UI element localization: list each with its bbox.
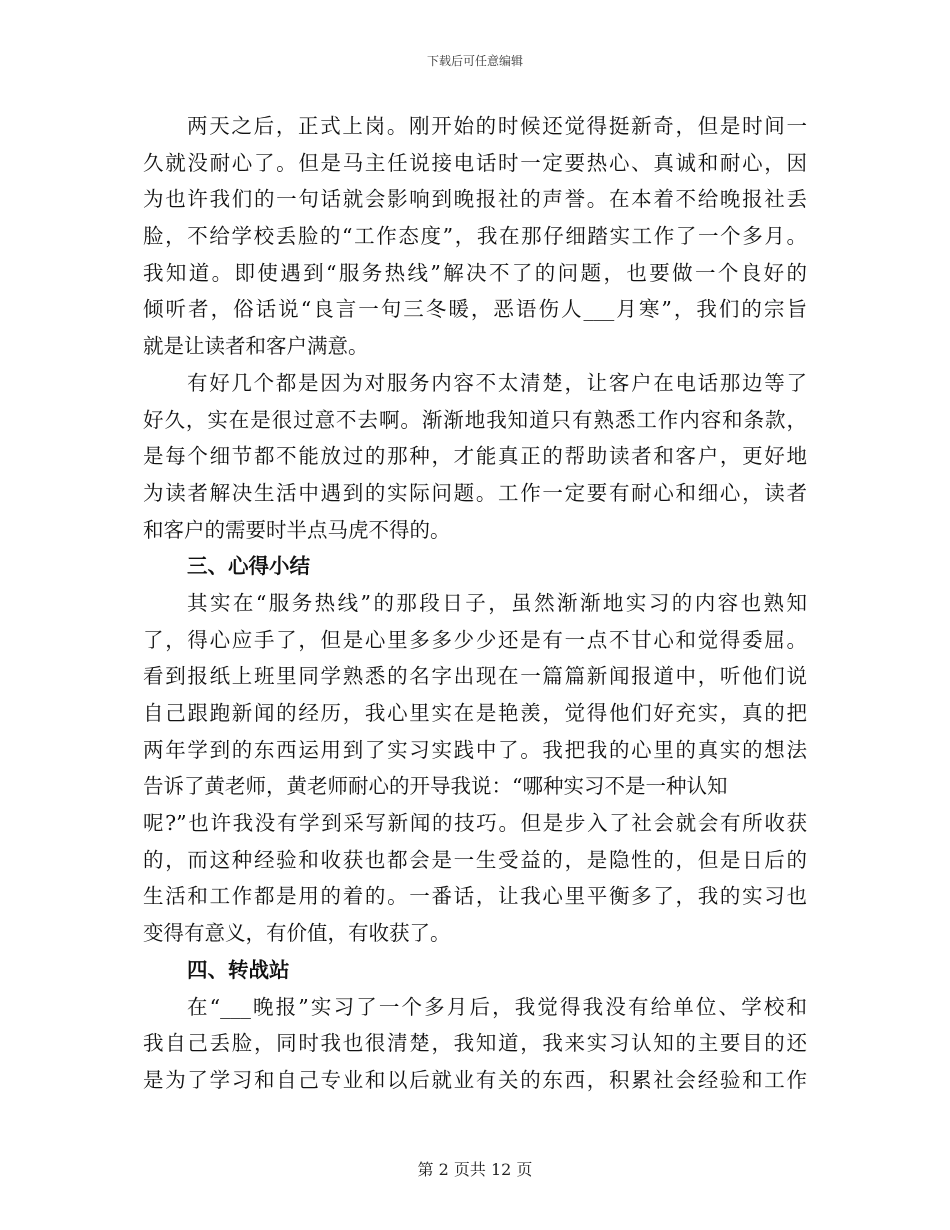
body-line: 久就没耐心了。但是马主任说接电话时一定要热心、真诚和耐心，因 — [143, 150, 807, 175]
body-line: 在“___晚报”实习了一个多月后，我觉得我没有给单位、学校和 — [187, 994, 807, 1019]
body-line: 倾听者，俗话说“良言一句三冬暖，恶语伤人___月寒”，我们的宗旨 — [143, 297, 807, 322]
body-line: 生活和工作都是用的着的。一番话，让我心里平衡多了，我的实习也 — [143, 884, 807, 909]
section-heading: 三、心得小结 — [187, 554, 310, 579]
body-line: 了，得心应手了，但是心里多多少少还是有一点不甘心和觉得委屈。 — [143, 627, 807, 652]
body-line: 两天之后，正式上岗。刚开始的时候还觉得挺新奇，但是时间一 — [187, 114, 807, 138]
body-line: 自己跟跑新闻的经历，我心里实在是艳羡，觉得他们好充实，真的把 — [143, 701, 807, 725]
body-line: 和客户的需要时半点马虎不得的。 — [143, 517, 451, 542]
body-line: 变得有意义，有价值，有收获了。 — [143, 921, 451, 946]
page-footer: 第 2 页共 12 页 — [417, 1160, 533, 1179]
body-line: 其实在“服务热线”的那段日子，虽然渐渐地实习的内容也熟知 — [187, 590, 807, 615]
body-line: 是每个细节都不能放过的那种，才能真正的帮助读者和客户，更好地 — [143, 444, 807, 469]
body-line: 好久，实在是很过意不去啊。渐渐地我知道只有熟悉工作内容和条款， — [143, 407, 807, 432]
body-line: 为读者解决生活中遇到的实际问题。工作一定要有耐心和细心，读者 — [143, 480, 807, 505]
body-line: 两年学到的东西运用到了实习实践中了。我把我的心里的真实的想法 — [143, 737, 807, 762]
body-line: 告诉了黄老师，黄老师耐心的开导我说：“哪种实习不是一种认知 — [143, 774, 728, 799]
body-line: 就是让读者和客户满意。 — [143, 334, 369, 359]
body-line: 是为了学习和自己专业和以后就业有关的东西，积累社会经验和工作 — [143, 1067, 807, 1092]
body-line: 呢?”也许我没有学到采写新闻的技巧。但是步入了社会就会有所收获 — [143, 811, 807, 836]
body-line: 的，而这种经验和收获也都会是一生受益的，是隐性的，但是日后的 — [143, 847, 807, 872]
body-line: 脸，不给学校丢脸的“工作态度”，我在那仔细踏实工作了一个多月。 — [143, 224, 807, 249]
body-line: 我自己丢脸，同时我也很清楚，我知道，我来实习认知的主要目的还 — [143, 1031, 807, 1056]
section-heading: 四、转战站 — [187, 957, 290, 982]
page-header: 下载后可任意编辑 — [426, 54, 523, 68]
document-body — [143, 108, 807, 1099]
body-line: 为也许我们的一句话就会影响到晚报社的声誉。在本着不给晚报社丢 — [143, 187, 807, 212]
body-line: 看到报纸上班里同学熟悉的名字出现在一篇篇新闻报道中，听他们说 — [143, 664, 807, 689]
body-line: 我知道。即使遇到“服务热线”解决不了的问题，也要做一个良好的 — [143, 260, 807, 285]
body-line: 有好几个都是因为对服务内容不太清楚，让客户在电话那边等了 — [187, 370, 807, 395]
